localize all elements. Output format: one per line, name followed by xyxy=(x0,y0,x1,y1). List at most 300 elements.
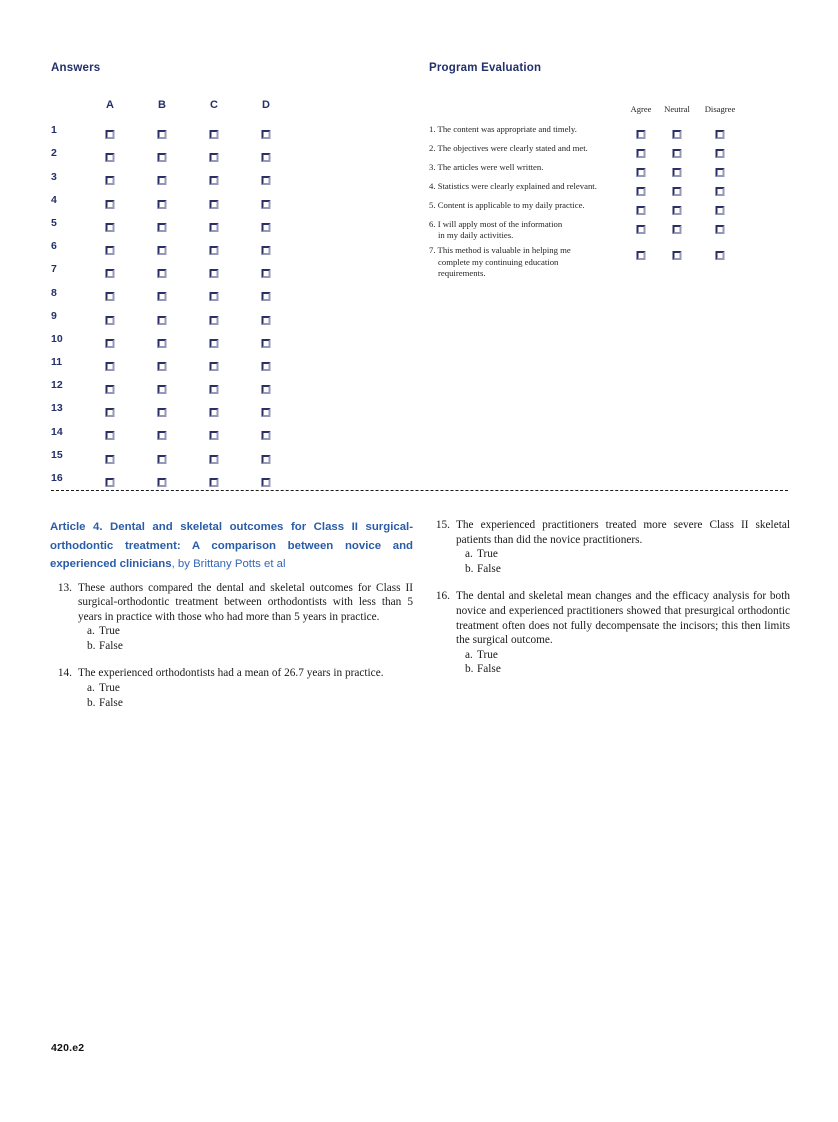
dashed-divider xyxy=(51,490,788,491)
checkbox-icon[interactable] xyxy=(262,385,271,394)
eval-question-continuation: in my daily activities. xyxy=(438,230,514,241)
eval-checkbox-q7-agree[interactable] xyxy=(637,246,646,264)
quiz-option[interactable] xyxy=(456,662,790,677)
checkbox-icon[interactable] xyxy=(106,455,115,464)
quiz-question-text: The experienced practitioners treated more severe Class II skeletal patients than did the novice practitioners. xyxy=(456,519,790,546)
checkbox-icon[interactable] xyxy=(673,168,682,177)
answer-checkbox-1-b[interactable] xyxy=(158,125,167,143)
eval-checkbox-q6-neutral[interactable] xyxy=(673,220,682,238)
answer-checkbox-4-a[interactable] xyxy=(106,195,115,213)
eval-checkbox-q1-agree[interactable] xyxy=(637,125,646,143)
answers-row xyxy=(51,238,351,261)
answers-row xyxy=(51,215,351,238)
checkbox-icon[interactable] xyxy=(158,176,167,185)
article-title-text: Article 4. Dental and skeletal outcomes for Class II surgical-orthodontic treatment: A comparison between novice and experienced clinicians xyxy=(50,521,413,570)
quiz-option-letter: a. xyxy=(87,625,95,638)
answer-checkbox-2-d[interactable] xyxy=(262,148,271,166)
checkbox-icon[interactable] xyxy=(262,478,271,487)
quiz-option-letter: a. xyxy=(465,648,473,661)
program-evaluation-heading: Program Evaluation xyxy=(429,62,542,74)
answers-column-header-row xyxy=(51,99,351,122)
answer-checkbox-10-c[interactable] xyxy=(210,334,219,352)
eval-checkbox-q4-neutral[interactable] xyxy=(673,182,682,200)
checkbox-icon[interactable] xyxy=(716,206,725,215)
answer-checkbox-11-a[interactable] xyxy=(106,357,115,375)
answer-checkbox-7-a[interactable] xyxy=(106,264,115,282)
answer-checkbox-2-a[interactable] xyxy=(106,148,115,166)
answers-row-number: 10 xyxy=(51,332,63,345)
quiz-right-questions xyxy=(428,518,790,677)
eval-row xyxy=(429,143,789,158)
eval-row xyxy=(429,124,789,139)
quiz-option-label: True xyxy=(99,682,120,695)
answer-checkbox-9-a[interactable] xyxy=(106,311,115,329)
eval-row xyxy=(429,162,789,177)
checkbox-icon[interactable] xyxy=(158,385,167,394)
quiz-option-letter: a. xyxy=(465,548,473,561)
checkbox-icon[interactable] xyxy=(210,316,219,325)
eval-question-continuation: requirements. xyxy=(438,267,486,278)
answers-row-number: 15 xyxy=(51,448,63,461)
page-number: 420.e2 xyxy=(51,1042,85,1054)
answer-checkbox-14-c[interactable] xyxy=(210,427,219,445)
eval-question-text xyxy=(429,245,629,279)
answer-checkbox-6-a[interactable] xyxy=(106,241,115,259)
checkbox-icon[interactable] xyxy=(210,269,219,278)
eval-question-line xyxy=(429,245,571,255)
answers-row xyxy=(51,192,351,215)
quiz-option[interactable] xyxy=(456,547,790,562)
eval-question-text xyxy=(429,162,629,173)
answer-checkbox-6-d[interactable] xyxy=(262,241,271,259)
answer-checkbox-10-d[interactable] xyxy=(262,334,271,352)
answer-checkbox-16-c[interactable] xyxy=(210,473,219,491)
checkbox-icon[interactable] xyxy=(210,153,219,162)
quiz-left-questions xyxy=(50,581,413,711)
answer-checkbox-5-b[interactable] xyxy=(158,218,167,236)
eval-question-line xyxy=(429,181,597,191)
eval-question-text xyxy=(429,181,629,192)
answer-checkbox-15-a[interactable] xyxy=(106,450,115,468)
checkbox-icon[interactable] xyxy=(158,246,167,255)
quiz-question-number: 16. xyxy=(435,590,450,603)
checkbox-icon[interactable] xyxy=(210,200,219,209)
eval-checkbox-q3-disagree[interactable] xyxy=(716,163,725,181)
answer-checkbox-13-d[interactable] xyxy=(262,403,271,421)
quiz-question xyxy=(50,581,413,654)
checkbox-icon[interactable] xyxy=(210,292,219,301)
quiz-options xyxy=(456,648,790,677)
quiz-option-letter: b. xyxy=(87,696,96,709)
answer-checkbox-8-a[interactable] xyxy=(106,288,115,306)
answer-checkbox-10-b[interactable] xyxy=(158,334,167,352)
answer-checkbox-9-b[interactable] xyxy=(158,311,167,329)
checkbox-icon[interactable] xyxy=(106,153,115,162)
answers-column-header-a: A xyxy=(106,99,114,111)
checkbox-icon[interactable] xyxy=(262,431,271,440)
eval-question-continuation: complete my continuing education xyxy=(438,256,559,267)
answers-row xyxy=(51,169,351,192)
checkbox-icon[interactable] xyxy=(262,292,271,301)
answers-row xyxy=(51,424,351,447)
answer-checkbox-3-c[interactable] xyxy=(210,172,219,190)
checkbox-icon[interactable] xyxy=(673,187,682,196)
eval-row xyxy=(429,181,789,196)
answer-checkbox-5-d[interactable] xyxy=(262,218,271,236)
answer-checkbox-5-a[interactable] xyxy=(106,218,115,236)
answers-row-number: 9 xyxy=(51,309,57,322)
answer-checkbox-3-a[interactable] xyxy=(106,172,115,190)
answer-checkbox-8-d[interactable] xyxy=(262,288,271,306)
checkbox-icon[interactable] xyxy=(106,200,115,209)
eval-question-text xyxy=(429,219,629,241)
answers-row-number: 2 xyxy=(51,147,57,160)
eval-question-line xyxy=(429,124,577,134)
eval-question-line xyxy=(429,143,588,153)
eval-question-text xyxy=(429,143,629,154)
answers-row-number: 12 xyxy=(51,379,63,392)
checkbox-icon[interactable] xyxy=(210,408,219,417)
quiz-question-text: These authors compared the dental and skeletal outcomes for Class II surgical-orthodontic treatment between orthodontists with less than 5 years in practice with those who had more than 5 years in practice. xyxy=(78,581,413,623)
checkbox-icon[interactable] xyxy=(158,223,167,232)
quiz-option-label: False xyxy=(99,639,123,652)
checkbox-icon[interactable] xyxy=(637,168,646,177)
answer-checkbox-12-b[interactable] xyxy=(158,380,167,398)
answers-row-number: 16 xyxy=(51,472,63,484)
checkbox-icon[interactable] xyxy=(262,316,271,325)
answers-row xyxy=(51,308,351,331)
answer-checkbox-15-d[interactable] xyxy=(262,450,271,468)
eval-column-header-agree: Agree xyxy=(630,104,652,114)
eval-question-number: 1. xyxy=(429,124,438,134)
checkbox-icon[interactable] xyxy=(637,187,646,196)
eval-checkbox-q4-disagree[interactable] xyxy=(716,182,725,200)
eval-checkbox-q3-agree[interactable] xyxy=(637,163,646,181)
quiz-option-letter: b. xyxy=(465,663,474,676)
eval-checkbox-q4-agree[interactable] xyxy=(637,182,646,200)
eval-checkbox-q2-disagree[interactable] xyxy=(716,144,725,162)
answer-checkbox-3-d[interactable] xyxy=(262,172,271,190)
checkbox-icon[interactable] xyxy=(262,269,271,278)
eval-question-number: 6. xyxy=(429,219,438,229)
checkbox-icon[interactable] xyxy=(210,176,219,185)
eval-checkbox-q1-neutral[interactable] xyxy=(673,125,682,143)
quiz-option-label: True xyxy=(99,625,120,638)
quiz-option-letter: b. xyxy=(87,639,96,652)
answers-row xyxy=(51,377,351,400)
checkbox-icon[interactable] xyxy=(262,362,271,371)
answer-checkbox-13-c[interactable] xyxy=(210,403,219,421)
eval-checkbox-q2-neutral[interactable] xyxy=(673,144,682,162)
eval-checkbox-q6-disagree[interactable] xyxy=(716,220,725,238)
answers-row-number: 3 xyxy=(51,170,57,183)
eval-question-text xyxy=(429,124,629,135)
checkbox-icon[interactable] xyxy=(637,130,646,139)
checkbox-icon[interactable] xyxy=(210,339,219,348)
answer-checkbox-9-c[interactable] xyxy=(210,311,219,329)
checkbox-icon[interactable] xyxy=(210,130,219,139)
answers-column-header-d: D xyxy=(262,99,270,111)
eval-question-label: The objectives were clearly stated and met. xyxy=(437,143,588,153)
answers-heading: Answers xyxy=(51,62,101,74)
checkbox-icon[interactable] xyxy=(106,223,115,232)
eval-question-line xyxy=(429,162,543,172)
answer-checkbox-9-d[interactable] xyxy=(262,311,271,329)
checkbox-icon[interactable] xyxy=(106,292,115,301)
answers-row xyxy=(51,354,351,377)
answer-checkbox-4-d[interactable] xyxy=(262,195,271,213)
checkbox-icon[interactable] xyxy=(716,149,725,158)
checkbox-icon[interactable] xyxy=(158,153,167,162)
eval-row xyxy=(429,245,789,279)
quiz-options xyxy=(78,624,413,653)
checkbox-icon[interactable] xyxy=(106,385,115,394)
checkbox-icon[interactable] xyxy=(106,130,115,139)
eval-question-line xyxy=(429,200,585,210)
checkbox-icon[interactable] xyxy=(158,339,167,348)
eval-row xyxy=(429,219,789,241)
quiz-option-label: False xyxy=(477,663,501,676)
checkbox-icon[interactable] xyxy=(262,455,271,464)
checkbox-icon[interactable] xyxy=(106,176,115,185)
eval-question-number: 5. xyxy=(429,200,438,210)
answers-row xyxy=(51,331,351,354)
eval-checkbox-q5-disagree[interactable] xyxy=(716,201,725,219)
eval-question-label: The articles were well written. xyxy=(437,162,544,172)
quiz-option[interactable] xyxy=(456,648,790,663)
checkbox-icon[interactable] xyxy=(210,223,219,232)
answer-checkbox-2-c[interactable] xyxy=(210,148,219,166)
answers-column-header-b: B xyxy=(158,99,166,111)
answers-row-number: 7 xyxy=(51,263,57,276)
quiz-option-label: False xyxy=(477,562,501,575)
answers-section xyxy=(51,62,351,493)
quiz-option[interactable] xyxy=(78,639,413,654)
answer-checkbox-11-c[interactable] xyxy=(210,357,219,375)
answer-checkbox-11-b[interactable] xyxy=(158,357,167,375)
answer-checkbox-13-b[interactable] xyxy=(158,403,167,421)
checkbox-icon[interactable] xyxy=(637,225,646,234)
answer-checkbox-7-b[interactable] xyxy=(158,264,167,282)
answer-checkbox-15-c[interactable] xyxy=(210,450,219,468)
checkbox-icon[interactable] xyxy=(637,149,646,158)
answer-checkbox-7-d[interactable] xyxy=(262,264,271,282)
answer-checkbox-1-c[interactable] xyxy=(210,125,219,143)
eval-question-label: Statistics were clearly explained and relevant. xyxy=(437,181,597,191)
quiz-option[interactable] xyxy=(78,681,413,696)
answer-checkbox-4-b[interactable] xyxy=(158,195,167,213)
checkbox-icon[interactable] xyxy=(262,153,271,162)
checkbox-icon[interactable] xyxy=(262,176,271,185)
eval-row xyxy=(429,200,789,215)
answer-checkbox-16-a[interactable] xyxy=(106,473,115,491)
answer-checkbox-5-c[interactable] xyxy=(210,218,219,236)
checkbox-icon[interactable] xyxy=(106,478,115,487)
quiz-question-text: The experienced orthodontists had a mean of 26.7 years in practice. xyxy=(78,667,384,680)
answer-checkbox-8-c[interactable] xyxy=(210,288,219,306)
checkbox-icon[interactable] xyxy=(262,200,271,209)
quiz-question xyxy=(428,589,790,677)
checkbox-icon[interactable] xyxy=(210,431,219,440)
quiz-option-label: True xyxy=(477,648,498,661)
quiz-left-column xyxy=(50,518,413,723)
quiz-option[interactable] xyxy=(456,562,790,577)
eval-question-number: 3. xyxy=(429,162,438,172)
checkbox-icon[interactable] xyxy=(262,339,271,348)
answer-checkbox-12-a[interactable] xyxy=(106,380,115,398)
checkbox-icon[interactable] xyxy=(158,431,167,440)
quiz-option-label: True xyxy=(477,548,498,561)
checkbox-icon[interactable] xyxy=(210,362,219,371)
answer-checkbox-11-d[interactable] xyxy=(262,357,271,375)
checkbox-icon[interactable] xyxy=(158,408,167,417)
checkbox-icon[interactable] xyxy=(210,478,219,487)
checkbox-icon[interactable] xyxy=(158,292,167,301)
answers-row xyxy=(51,400,351,423)
checkbox-icon[interactable] xyxy=(106,408,115,417)
checkbox-icon[interactable] xyxy=(262,408,271,417)
quiz-options xyxy=(78,681,413,710)
answer-checkbox-16-d[interactable] xyxy=(262,473,271,491)
eval-question-label: The content was appropriate and timely. xyxy=(437,124,577,134)
answer-checkbox-8-b[interactable] xyxy=(158,288,167,306)
checkbox-icon[interactable] xyxy=(716,168,725,177)
eval-question-number: 2. xyxy=(429,143,438,153)
quiz-question xyxy=(428,518,790,576)
answers-row xyxy=(51,447,351,470)
checkbox-icon[interactable] xyxy=(716,187,725,196)
answer-checkbox-1-a[interactable] xyxy=(106,125,115,143)
eval-checkbox-q7-disagree[interactable] xyxy=(716,246,725,264)
answer-checkbox-10-a[interactable] xyxy=(106,334,115,352)
eval-column-header-disagree: Disagree xyxy=(704,104,736,114)
answer-checkbox-2-b[interactable] xyxy=(158,148,167,166)
checkbox-icon[interactable] xyxy=(106,431,115,440)
eval-question-label: This method is valuable in helping me xyxy=(437,245,571,256)
quiz-option-label: False xyxy=(99,696,123,709)
checkbox-icon[interactable] xyxy=(637,206,646,215)
answer-checkbox-13-a[interactable] xyxy=(106,403,115,421)
answer-checkbox-6-b[interactable] xyxy=(158,241,167,259)
quiz-option-letter: b. xyxy=(465,562,474,575)
checkbox-icon[interactable] xyxy=(673,130,682,139)
answer-checkbox-1-d[interactable] xyxy=(262,125,271,143)
quiz-option-letter: a. xyxy=(87,682,95,695)
eval-question-number: 4. xyxy=(429,181,438,191)
eval-checkbox-q5-agree[interactable] xyxy=(637,201,646,219)
answers-column-header-c: C xyxy=(210,99,218,111)
eval-checkbox-q5-neutral[interactable] xyxy=(673,201,682,219)
checkbox-icon[interactable] xyxy=(106,269,115,278)
quiz-options xyxy=(456,547,790,576)
eval-column-header-neutral: Neutral xyxy=(664,104,690,114)
answers-row-number: 8 xyxy=(51,286,57,299)
article-title xyxy=(50,518,413,574)
eval-checkbox-q2-agree[interactable] xyxy=(637,144,646,162)
answers-row-number: 5 xyxy=(51,216,57,229)
checkbox-icon[interactable] xyxy=(716,225,725,234)
eval-question-label: I will apply most of the information xyxy=(437,219,563,229)
checkbox-icon[interactable] xyxy=(158,269,167,278)
eval-question-text xyxy=(429,200,629,211)
checkbox-icon[interactable] xyxy=(673,149,682,158)
checkbox-icon[interactable] xyxy=(106,362,115,371)
checkbox-icon[interactable] xyxy=(158,455,167,464)
answer-checkbox-7-c[interactable] xyxy=(210,264,219,282)
checkbox-icon[interactable] xyxy=(210,246,219,255)
checkbox-icon[interactable] xyxy=(673,206,682,215)
checkbox-icon[interactable] xyxy=(210,455,219,464)
checkbox-icon[interactable] xyxy=(158,200,167,209)
answers-row xyxy=(51,285,351,308)
checkbox-icon[interactable] xyxy=(106,246,115,255)
checkbox-icon[interactable] xyxy=(673,251,682,260)
answers-row xyxy=(51,122,351,145)
answers-row-number: 14 xyxy=(51,425,63,438)
answers-row-number: 13 xyxy=(51,402,63,415)
program-evaluation-section xyxy=(429,62,789,279)
answer-checkbox-3-b[interactable] xyxy=(158,172,167,190)
eval-question-label: Content is applicable to my daily practice. xyxy=(437,200,585,210)
article-byline: , by Brittany Potts et al xyxy=(171,558,286,570)
quiz-option[interactable] xyxy=(78,624,413,639)
eval-checkbox-q6-agree[interactable] xyxy=(637,220,646,238)
answer-checkbox-12-d[interactable] xyxy=(262,380,271,398)
checkbox-icon[interactable] xyxy=(673,225,682,234)
quiz-right-column xyxy=(428,518,790,690)
quiz-question-number: 15. xyxy=(435,519,450,531)
answer-checkbox-16-b[interactable] xyxy=(158,473,167,491)
checkbox-icon[interactable] xyxy=(158,130,167,139)
answers-row-number: 4 xyxy=(51,193,57,206)
answer-checkbox-14-d[interactable] xyxy=(262,427,271,445)
answer-checkbox-12-c[interactable] xyxy=(210,380,219,398)
quiz-question-number: 13. xyxy=(57,581,72,594)
answer-checkbox-14-a[interactable] xyxy=(106,427,115,445)
checkbox-icon[interactable] xyxy=(262,246,271,255)
checkbox-icon[interactable] xyxy=(262,223,271,232)
answers-row-number: 11 xyxy=(51,356,63,369)
eval-question-number: 7. xyxy=(429,245,438,256)
checkbox-icon[interactable] xyxy=(262,130,271,139)
answers-row xyxy=(51,145,351,168)
answers-grid xyxy=(51,99,351,493)
eval-question-line xyxy=(429,219,562,229)
checkbox-icon[interactable] xyxy=(637,251,646,260)
program-evaluation-rows xyxy=(429,124,789,279)
answer-checkbox-14-b[interactable] xyxy=(158,427,167,445)
quiz-question-text: The dental and skeletal mean changes and the efficacy analysis for both novice and experienced practitioners showed that presurgical orthodontic treatment often does not fully decompensate the incisors; this then limits the surgical outcome. xyxy=(456,590,790,647)
checkbox-icon[interactable] xyxy=(210,385,219,394)
checkbox-icon[interactable] xyxy=(106,339,115,348)
checkbox-icon[interactable] xyxy=(158,362,167,371)
quiz-question-number: 14. xyxy=(57,667,72,680)
checkbox-icon[interactable] xyxy=(716,130,725,139)
quiz-option[interactable] xyxy=(78,696,413,711)
answer-checkbox-4-c[interactable] xyxy=(210,195,219,213)
answers-row xyxy=(51,261,351,284)
answers-row-number: 6 xyxy=(51,240,57,253)
eval-checkbox-q7-neutral[interactable] xyxy=(673,246,682,264)
checkbox-icon[interactable] xyxy=(716,251,725,260)
checkbox-icon[interactable] xyxy=(158,478,167,487)
checkbox-icon[interactable] xyxy=(106,316,115,325)
answer-checkbox-15-b[interactable] xyxy=(158,450,167,468)
checkbox-icon[interactable] xyxy=(158,316,167,325)
eval-checkbox-q3-neutral[interactable] xyxy=(673,163,682,181)
eval-checkbox-q1-disagree[interactable] xyxy=(716,125,725,143)
answer-checkbox-6-c[interactable] xyxy=(210,241,219,259)
